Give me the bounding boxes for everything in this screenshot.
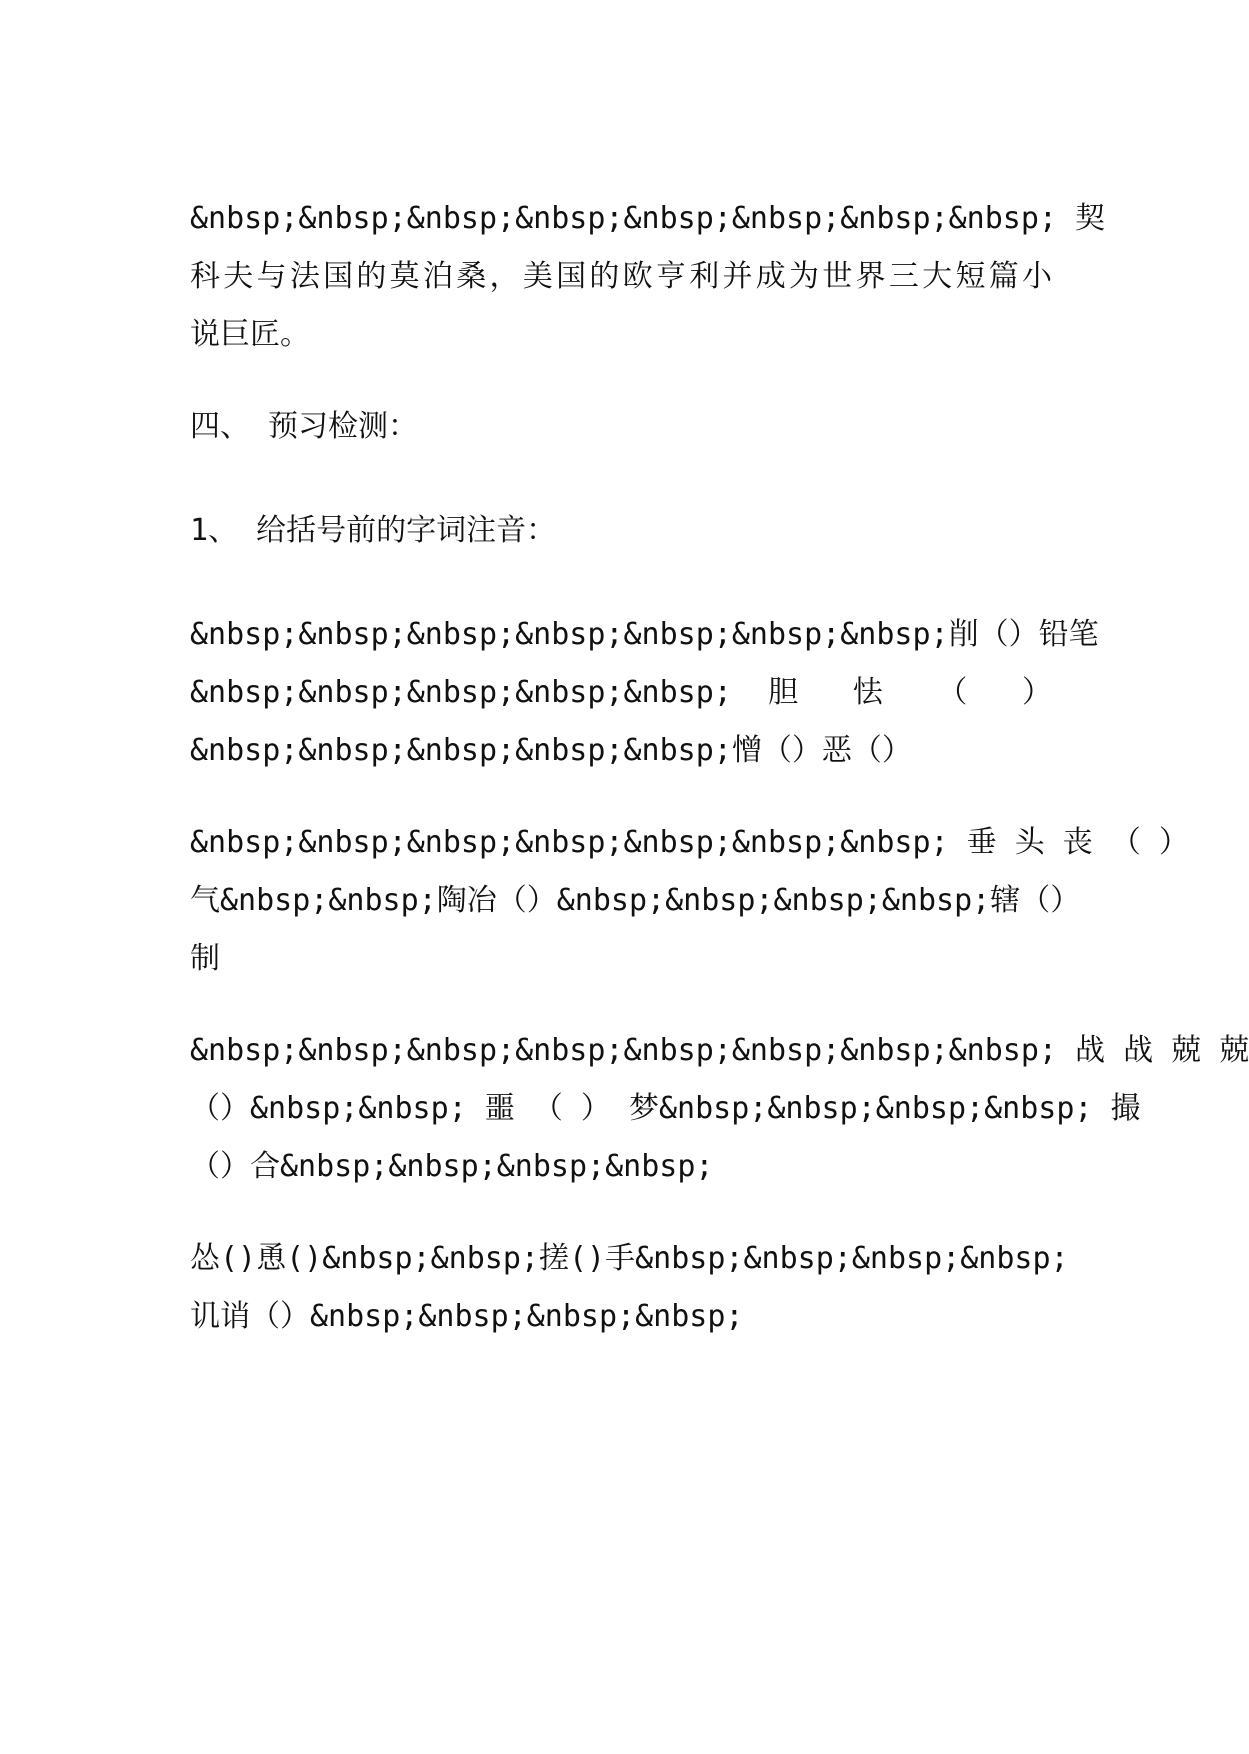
question-heading-text: 1、 给括号前的字词注音： xyxy=(190,513,557,548)
paragraph-3 xyxy=(190,1022,1249,1196)
paragraph-line: &nbsp;&nbsp;&nbsp;&nbsp;&nbsp;&nbsp;&nbsp;&nbsp; 契 xyxy=(190,201,1106,236)
section-heading xyxy=(190,398,1052,456)
paragraph-line: （）合&nbsp;&nbsp;&nbsp;&nbsp; xyxy=(190,1149,714,1184)
document-page xyxy=(190,0,1249,1754)
paragraph-line: &nbsp;&nbsp;&nbsp;&nbsp;&nbsp;&nbsp;&nbsp;&nbsp; 战 战 兢 兢 xyxy=(190,1033,1249,1068)
paragraph-2 xyxy=(190,814,1189,988)
paragraph-line: 讥诮（）&nbsp;&nbsp;&nbsp;&nbsp; xyxy=(190,1299,744,1334)
paragraph-1 xyxy=(190,606,1099,780)
paragraph-line: 气&nbsp;&nbsp;陶冶（）&nbsp;&nbsp;&nbsp;&nbsp;辖（） xyxy=(190,883,1081,918)
paragraph-line: 说巨匠。 xyxy=(190,317,310,352)
paragraph-line: 科夫与法国的莫泊桑，美国的欧亨利并成为世界三大短篇小 xyxy=(190,259,1052,294)
paragraph-line: &nbsp;&nbsp;&nbsp;&nbsp;&nbsp; 胆 怯 （ ） xyxy=(190,675,1052,710)
paragraph-line: &nbsp;&nbsp;&nbsp;&nbsp;&nbsp;&nbsp;&nbsp; 垂 头 丧 （ ） xyxy=(190,825,1189,860)
paragraph-line: 制 xyxy=(190,941,220,976)
paragraph-4 xyxy=(190,1230,1069,1346)
paragraph-intro xyxy=(190,190,1106,364)
section-heading-text: 四、 预习检测： xyxy=(190,409,419,444)
paragraph-line: &nbsp;&nbsp;&nbsp;&nbsp;&nbsp;憎（）恶（） xyxy=(190,733,912,768)
paragraph-line: 怂()恿()&nbsp;&nbsp;搓()手&nbsp;&nbsp;&nbsp;&nbsp; xyxy=(190,1241,1069,1276)
question-heading xyxy=(190,502,1052,560)
paragraph-line: （）&nbsp;&nbsp; 噩 （ ） 梦&nbsp;&nbsp;&nbsp;&nbsp; 撮 xyxy=(190,1091,1141,1126)
paragraph-line: &nbsp;&nbsp;&nbsp;&nbsp;&nbsp;&nbsp;&nbsp;削（）铅笔 xyxy=(190,617,1099,652)
